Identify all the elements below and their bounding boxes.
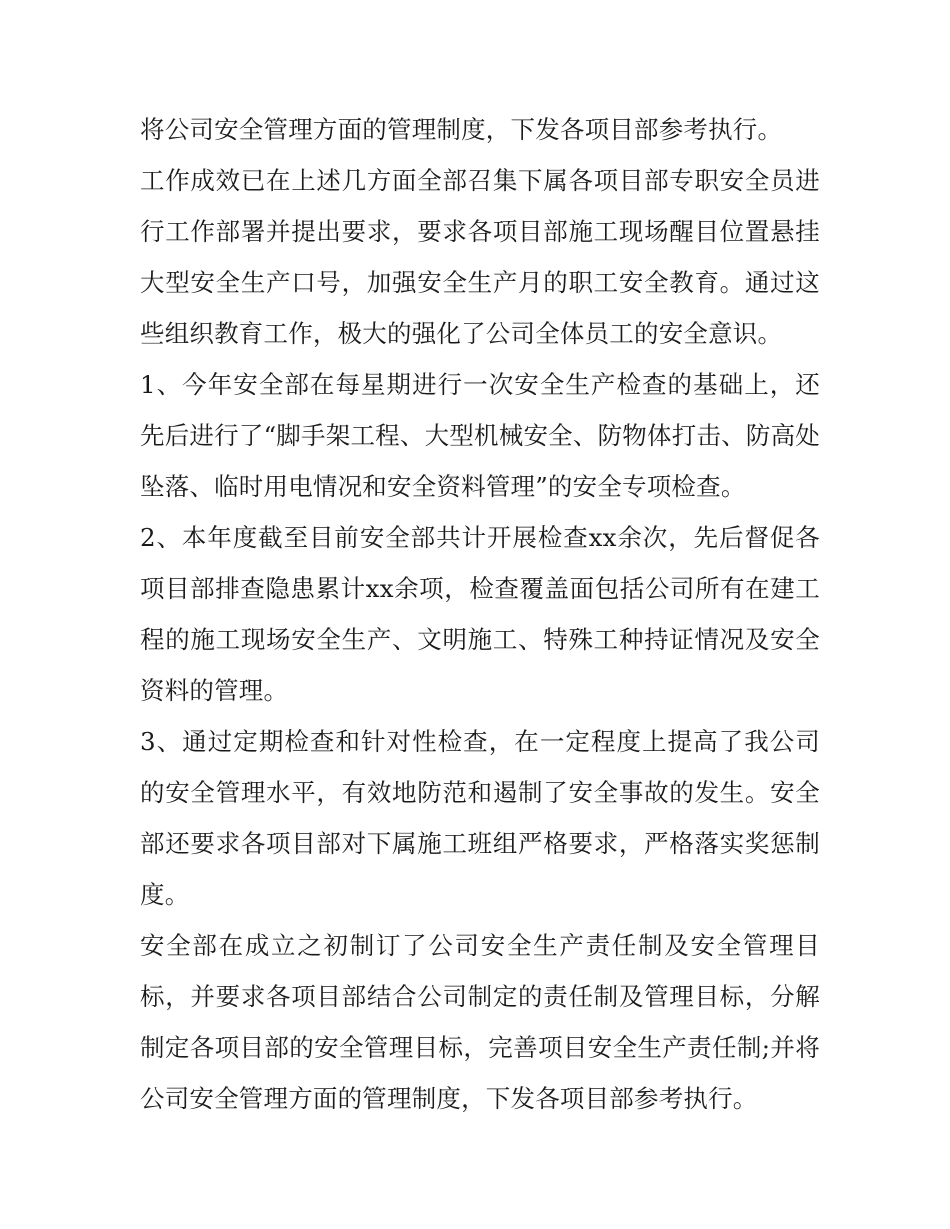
- paragraph-3: 1、今年安全部在每星期进行一次安全生产检查的基础上，还先后进行了“脚手架工程、大型机械安全、防物体打击、防高处坠落、临时用电情况和安全资料管理”的安全专项检查。: [140, 370, 820, 501]
- document-body: [140, 104, 820, 1124]
- paragraph-5: 3、通过定期检查和针对性检查，在一定程度上提高了我公司的安全管理水平，有效地防范和遏制了安全事故的发生。安全部还要求各项目部对下属施工班组严格要求，严格落实奖惩制度。: [140, 727, 820, 909]
- paragraph-6: 安全部在成立之初制订了公司安全生产责任制及安全管理目标，并要求各项目部结合公司制定的责任制及管理目标，分解制定各项目部的安全管理目标，完善项目安全生产责任制;并将公司安全管理方面的管理制度，下发各项目部参考执行。: [140, 931, 820, 1113]
- paragraph-1: 将公司安全管理方面的管理制度，下发各项目部参考执行。: [140, 115, 783, 144]
- paragraph-4: 2、本年度截至目前安全部共计开展检查xx余次，先后督促各项目部排查隐患累计xx余项，检查覆盖面包括公司所有在建工程的施工现场安全生产、文明施工、特殊工种持证情况及安全资料的管理。: [140, 523, 820, 705]
- paragraph-2: 工作成效已在上述几方面全部召集下属各项目部专职安全员进行工作部署并提出要求，要求各项目部施工现场醒目位置悬挂大型安全生产口号，加强安全生产月的职工安全教育。通过这些组织教育工作，极大的强化了公司全体员工的安全意识。: [140, 166, 820, 348]
